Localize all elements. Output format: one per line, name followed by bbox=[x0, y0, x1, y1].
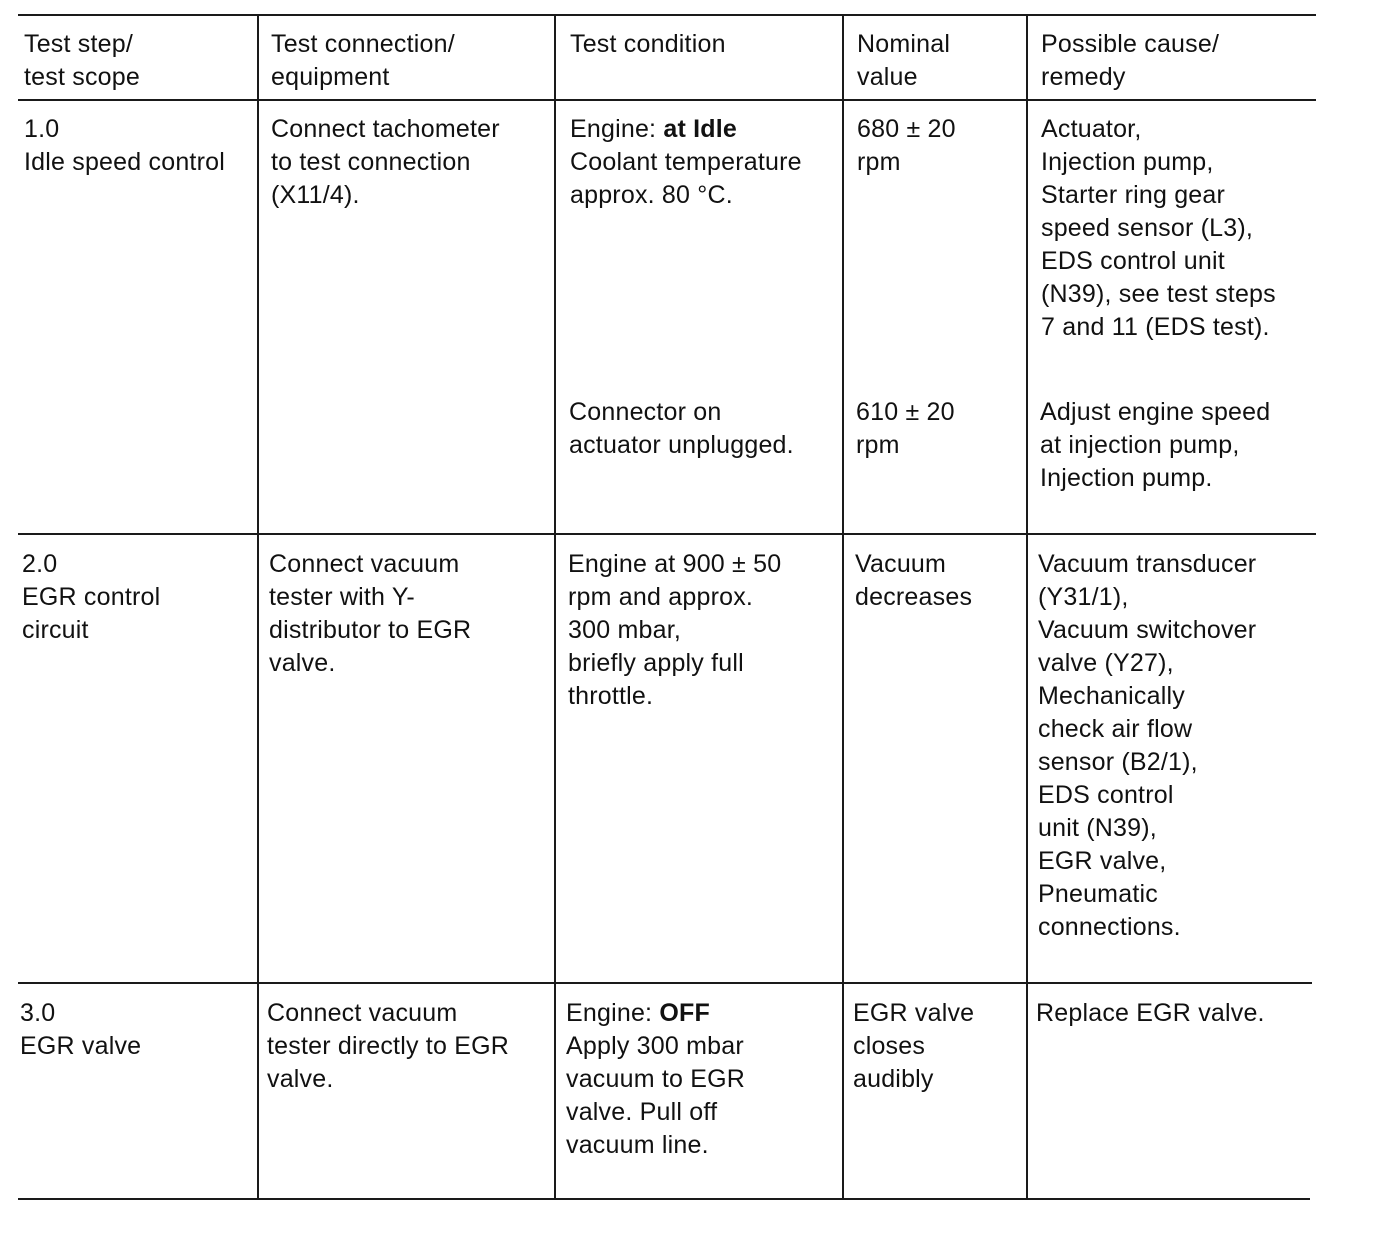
row-1b-condition: Connector on actuator unplugged. bbox=[569, 398, 794, 459]
row-3-condition-label: Engine: bbox=[566, 999, 660, 1027]
header-nominal-value: Nominal value bbox=[857, 30, 951, 91]
header-test-step: Test step/ test scope bbox=[24, 30, 140, 91]
row-2-condition: Engine at 900 ± 50 rpm and approx. 300 mbar, briefly apply full throttle. bbox=[568, 550, 782, 710]
row-1a-condition-label: Engine: bbox=[570, 115, 664, 143]
row-3-connection: Connect vacuum tester directly to EGR valve. bbox=[267, 999, 509, 1093]
row-2-remedy: Vacuum transducer (Y31/1), Vacuum switchover valve (Y27), Mechanically check air flow sensor (B2/1), EDS control unit (N39), EGR valve, Pneumatic connections. bbox=[1038, 550, 1257, 941]
row-2-nominal: Vacuum decreases bbox=[855, 550, 973, 611]
header-test-connection: Test connection/ equipment bbox=[271, 30, 455, 91]
row-3-condition-rest: Apply 300 mbar vacuum to EGR valve. Pull off vacuum line. bbox=[566, 1032, 746, 1159]
row-2-bottom-rule bbox=[18, 982, 1312, 984]
row-1b-remedy: Adjust engine speed at injection pump, Injection pump. bbox=[1040, 398, 1271, 492]
row-1a-remedy: Actuator, Injection pump, Starter ring gear speed sensor (L3), EDS control unit (N39), see test steps 7 and 11 (EDS test). bbox=[1041, 115, 1276, 341]
header-possible-cause: Possible cause/ remedy bbox=[1041, 30, 1220, 91]
row-3-condition bbox=[566, 997, 745, 1162]
header-bottom-rule bbox=[18, 99, 1316, 101]
row-2-step: 2.0 EGR control circuit bbox=[22, 550, 161, 644]
column-divider-2 bbox=[554, 14, 556, 1200]
row-1a-condition-bold: at Idle bbox=[663, 115, 737, 143]
row-3-remedy: Replace EGR valve. bbox=[1036, 999, 1265, 1027]
row-1-connection: Connect tachometer to test connection (X11/4). bbox=[271, 115, 500, 209]
table-top-rule bbox=[18, 14, 1316, 16]
row-1-step: 1.0 Idle speed control bbox=[24, 115, 225, 176]
row-3-step: 3.0 EGR valve bbox=[20, 999, 142, 1060]
header-test-condition: Test condition bbox=[570, 30, 726, 58]
row-1b-nominal: 610 ± 20 rpm bbox=[856, 398, 955, 459]
column-divider-1 bbox=[257, 14, 259, 1200]
row-1a-condition bbox=[570, 113, 802, 212]
row-1-bottom-rule bbox=[18, 533, 1316, 535]
row-1a-condition-rest: Coolant temperature approx. 80 °C. bbox=[570, 148, 802, 209]
table-bottom-rule bbox=[18, 1198, 1310, 1200]
row-1a-nominal: 680 ± 20 rpm bbox=[857, 115, 956, 176]
column-divider-4 bbox=[1026, 14, 1028, 1200]
row-3-condition-bold: OFF bbox=[659, 999, 710, 1027]
row-2-connection: Connect vacuum tester with Y- distributor to EGR valve. bbox=[269, 550, 472, 677]
row-3-nominal: EGR valve closes audibly bbox=[853, 999, 975, 1093]
column-divider-3 bbox=[842, 14, 844, 1200]
